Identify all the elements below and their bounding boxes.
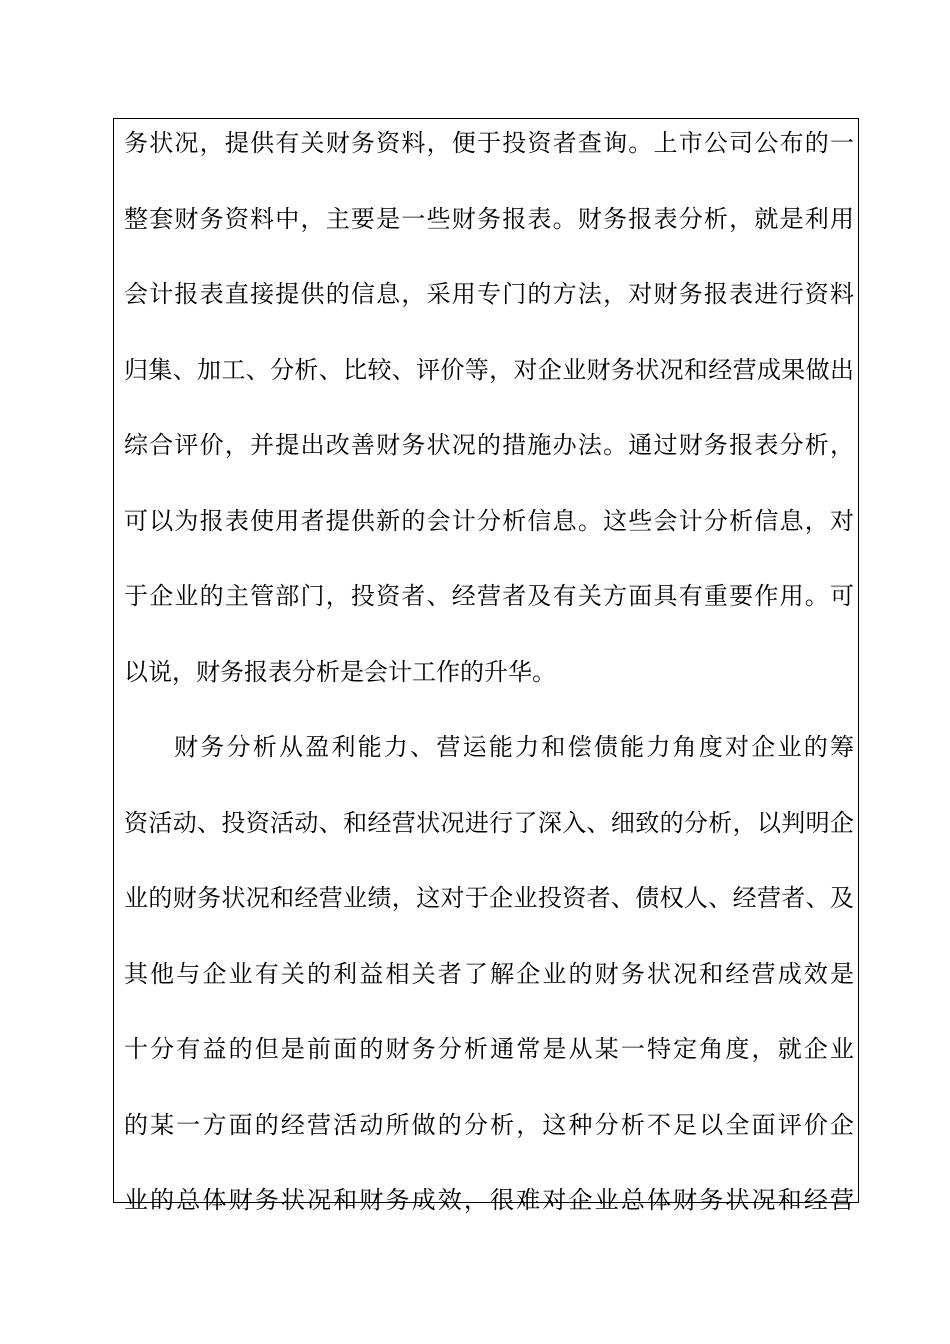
text-line: 资活动、投资活动、和经营状况进行了深入、细致的分析，以判明企 <box>124 808 854 837</box>
text-line: 归集、加工、分析、比较、评价等，对企业财务状况和经营成果做出 <box>124 355 854 384</box>
document-body <box>124 118 854 1251</box>
text-line: 业的总体财务状况和财务成效，很难对企业总体财务状况和经营 <box>124 1186 854 1214</box>
paragraph-start-line: 财务分析从盈利能力、营运能力和偿债能力角度对企业的筹 <box>174 733 854 761</box>
text-line: 综合评价，并提出改善财务状况的措施办法。通过财务报表分析， <box>124 431 854 459</box>
text-line: 业的财务状况和经营业绩，这对于企业投资者、债权人、经营者、及 <box>124 884 854 912</box>
text-line: 整套财务资料中，主要是一些财务报表。财务报表分析，就是利用 <box>124 204 854 233</box>
text-line: 于企业的主管部门，投资者、经营者及有关方面具有重要作用。可 <box>124 582 854 610</box>
paragraph-end-line: 以说，财务报表分析是会计工作的升华。 <box>124 657 556 686</box>
text-line: 会计报表直接提供的信息，采用专门的方法，对财务报表进行资料 <box>124 280 854 308</box>
text-line: 可以为报表使用者提供新的会计分析信息。这些会计分析信息，对 <box>124 506 854 535</box>
text-line: 十分有益的但是前面的财务分析通常是从某一特定角度，就企业 <box>124 1035 854 1063</box>
text-line: 务状况，提供有关财务资料，便于投资者查询。上市公司公布的一 <box>124 129 854 157</box>
text-line: 的某一方面的经营活动所做的分析，这种分析不足以全面评价企 <box>124 1110 854 1139</box>
text-line: 其他与企业有关的利益相关者了解企业的财务状况和经营成效是 <box>124 959 854 988</box>
